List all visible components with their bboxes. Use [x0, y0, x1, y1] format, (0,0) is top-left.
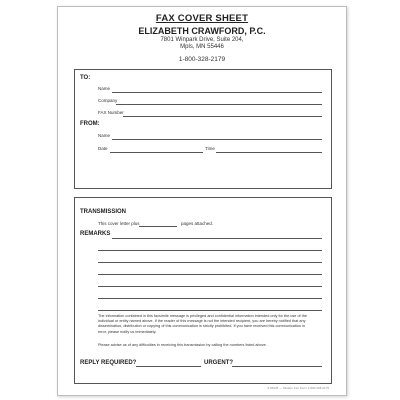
transmission-heading: TRANSMISSION [80, 209, 127, 215]
remarks-line[interactable] [98, 262, 322, 263]
from-date-label: Date [98, 146, 108, 151]
from-heading: FROM: [80, 121, 100, 127]
confidentiality-notice: The information contained in this facsimile message is privileged and confidential information intended only for the use of the individual or entity named above. If the reader of this message is not the intended recipient, you are hereby notified that any dissemination, distribution or copying of this communication is strictly prohibited. If you have received this communication in error, please notify us immediately. [98, 314, 307, 334]
from-name-line[interactable] [112, 139, 322, 140]
from-time-line[interactable] [216, 152, 322, 153]
urgent-line[interactable] [232, 366, 322, 367]
form-footer-codes: # 05345 — Modern Fax Form 1-800-328-2179 [267, 386, 329, 390]
reply-required-line[interactable] [136, 366, 201, 367]
fax-cover-sheet [57, 6, 347, 396]
to-name-line[interactable] [112, 92, 322, 93]
remarks-line[interactable] [112, 238, 322, 239]
from-date-line[interactable] [110, 152, 203, 153]
remarks-line[interactable] [98, 298, 322, 299]
to-name-label: Name [98, 86, 111, 91]
remarks-line[interactable] [98, 286, 322, 287]
transmission-text-after: pages attached. [181, 221, 214, 226]
firm-name: ELIZABETH CRAWFORD, P.C. [138, 26, 266, 36]
recipient-sender-box [74, 69, 332, 189]
address-line-2: Mpls, MN 55446 [180, 44, 224, 50]
to-heading: TO: [80, 75, 91, 81]
to-company-label: Company [98, 98, 118, 103]
transmission-box [74, 197, 332, 390]
difficulty-notice: Please advise us of any difficulties in receiving this transmission by calling the numbers listed above. [98, 343, 267, 347]
phone-number: 1-800-328-2179 [178, 56, 226, 63]
page-count-line[interactable] [139, 226, 177, 227]
to-fax-number-line[interactable] [123, 116, 322, 117]
transmission-text-before: This cover letter plus [98, 221, 140, 226]
remarks-heading: REMARKS [80, 231, 111, 237]
sheet-title: FAX COVER SHEET [155, 13, 249, 24]
remarks-line[interactable] [98, 250, 322, 251]
remarks-line[interactable] [98, 310, 322, 311]
urgent-label: URGENT? [204, 360, 233, 366]
from-time-label: Time [205, 146, 215, 151]
to-company-line[interactable] [116, 104, 322, 105]
from-name-label: Name [98, 133, 111, 138]
remarks-line[interactable] [98, 274, 322, 275]
reply-required-label: REPLY REQUIRED? [80, 360, 137, 366]
to-fax-number-label: FAX Number [98, 110, 124, 115]
address-line-1: 7801 Winpark Drive, Suite 204, [160, 37, 244, 43]
